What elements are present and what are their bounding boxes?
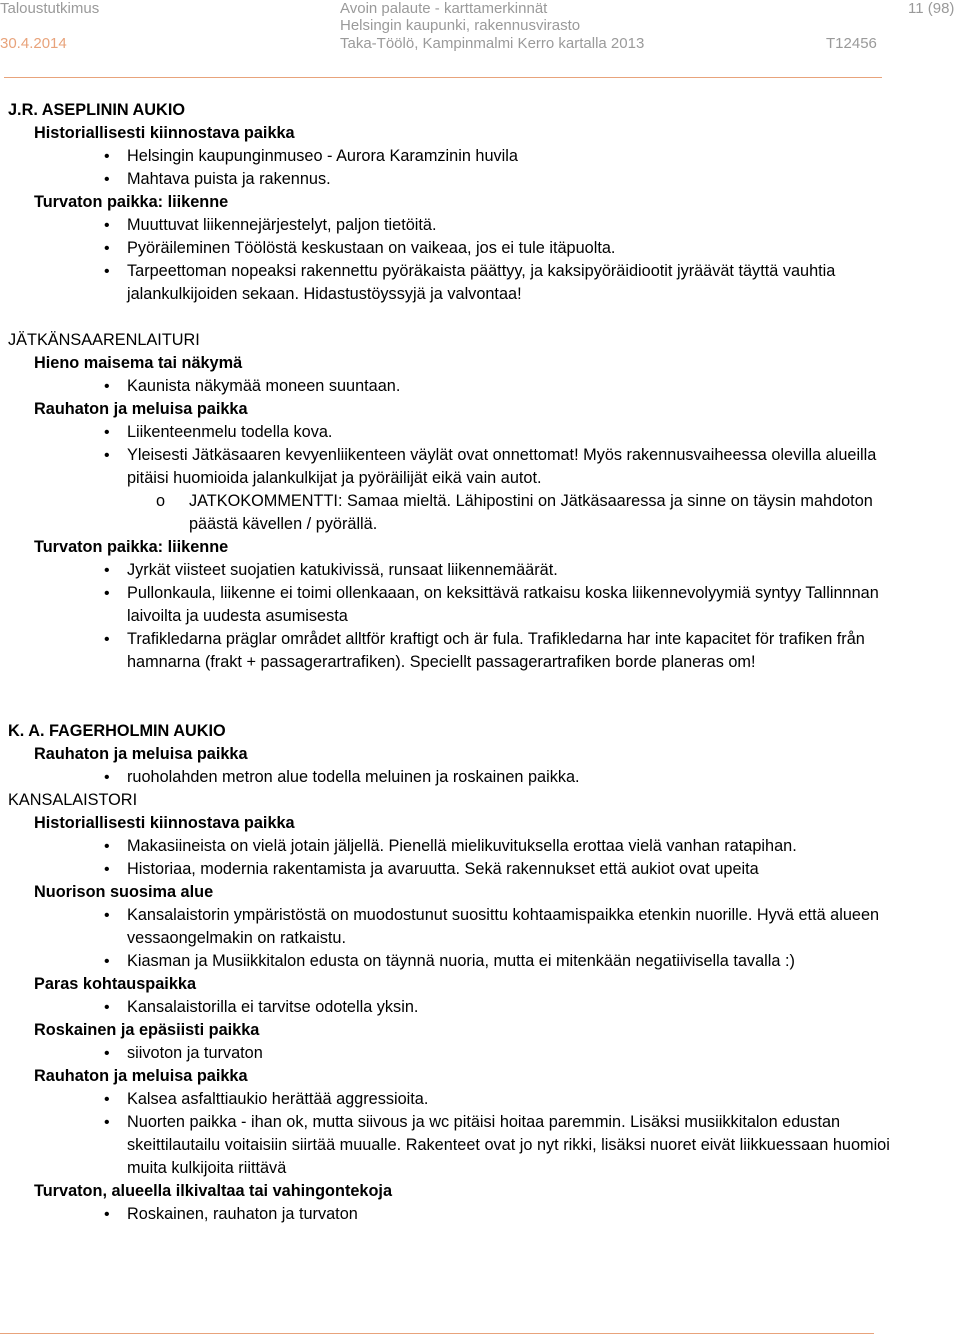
category-heading: Turvaton paikka: liikenne: [34, 538, 229, 556]
list-item: • Jyrkät viisteet suojatien katukivissä, runsaat liikennemäärät.: [8, 559, 918, 582]
list-item: • Trafikledarna präglar området alltför kraftigt och är fula. Trafikledarna har inte kapacitet för trafiken från hamnarna (frakt + passagerartrafiken). Speciellt passagerartrafiken borde planeras om!: [8, 628, 918, 674]
bullet-list: [8, 996, 918, 1019]
category-heading: Rauhaton ja meluisa paikka: [34, 400, 248, 418]
section-title: K. A. FAGERHOLMIN AUKIO: [8, 722, 226, 740]
list-item: • Makasiineista on vielä jotain jäljellä. Pienellä mielikuvituksella erottaa vielä vanhan ratapihan.: [8, 835, 918, 858]
section-title: J.R. ASEPLININ AUKIO: [8, 101, 186, 119]
section-kansalaistori: [8, 789, 918, 1226]
list-item: • Yleisesti Jätkäsaaren kevyenliikenteen väylät ovat onnettomat! Myös rakennusvaiheessa olevilla alueilla pitäisi huomioida jalankulkijat ja pyöräilijät eikä vain autot.: [8, 444, 918, 490]
header-company: Taloustutkimus: [0, 0, 100, 17]
list-item: • ruoholahden metron alue todella meluinen ja roskainen paikka.: [8, 766, 918, 789]
category-heading: Rauhaton ja meluisa paikka: [34, 1067, 248, 1085]
list-item: • Kansalaistorilla ei tarvitse odotella yksin.: [8, 996, 918, 1019]
header-date: 30.4.2014: [0, 35, 67, 52]
bullet-list: [8, 1088, 918, 1180]
list-item: • Kiasman ja Musiikkitalon edusta on täynnä nuoria, mutta ei mitenkään negatiivisella tavalla :): [8, 950, 918, 973]
bullet-list: [8, 1042, 918, 1065]
bullet-list: [8, 904, 918, 973]
list-item: • Mahtava puista ja rakennus.: [8, 168, 918, 191]
bullet-list: [8, 214, 918, 306]
header-page-number: 11 (98): [908, 0, 955, 17]
category-heading: Historiallisesti kiinnostava paikka: [34, 814, 295, 832]
list-item: • Pyöräileminen Töölöstä keskustaan on vaikeaa, jos ei tule itäpuolta.: [8, 237, 918, 260]
bullet-list: [8, 766, 918, 789]
category-heading: Turvaton paikka: liikenne: [34, 193, 229, 211]
section-aseplinin: [8, 99, 918, 306]
page-header: [0, 0, 960, 80]
list-item: • Nuorten paikka - ihan ok, mutta siivous ja wc pitäisi hoitaa paremmin. Lisäksi musiikkitalon edustan skeittilautailu voitaisiin siirtää muualle. Rakenteet ovat jo nyt rikki, lisäksi nuoret eivät liikkuessaan huomioi muita kulkijoita riittävä: [8, 1111, 918, 1180]
category-heading: Rauhaton ja meluisa paikka: [34, 745, 248, 763]
list-item: • Muuttuvat liikennejärjestelyt, paljon tietöitä.: [8, 214, 918, 237]
bullet-list: [8, 559, 918, 674]
bullet-list: [8, 421, 918, 536]
category-heading: Hieno maisema tai näkymä: [34, 354, 243, 372]
list-item: • siivoton ja turvaton: [8, 1042, 918, 1065]
sub-list-item: o JATKOKOMMENTTI: Samaa mieltä. Lähipostini on Jätkäsaaressa ja sinne on täysin mahdoton päästä kävellen / pyörällä.: [8, 490, 918, 536]
document-body: [8, 99, 918, 1226]
header-client: Helsingin kaupunki, rakennusvirasto: [340, 17, 581, 34]
footer-divider: [0, 1333, 874, 1334]
list-item: • Historiaa, modernia rakentamista ja avaruutta. Sekä rakennukset että aukiot ovat upeita: [8, 858, 918, 881]
bullet-list: [8, 835, 918, 881]
list-item: • Pullonkaula, liikenne ei toimi ollenkaaan, on keksittävä ratkaisu koska liikennevolyymiä syntyy Tallinnnan laivoilta ja uudesta asumisesta: [8, 582, 918, 628]
list-item: • Roskainen, rauhaton ja turvaton: [8, 1203, 918, 1226]
category-heading: Paras kohtauspaikka: [34, 975, 196, 993]
list-item: • Helsingin kaupunginmuseo - Aurora Karamzinin huvila: [8, 145, 918, 168]
section-title: KANSALAISTORI: [8, 791, 138, 809]
section-fagerholmin: [8, 720, 918, 789]
bullet-list: [8, 145, 918, 191]
section-jatkansaarenlaituri: [8, 329, 918, 674]
header-divider: [4, 77, 882, 78]
bullet-list: [8, 1203, 918, 1226]
list-item: • Kansalaistorin ympäristöstä on muodostunut suosittu kohtaamispaikka etenkin nuorille. Hyvä että alueen vessaongelmakin on ratkaistu.: [8, 904, 918, 950]
header-report-title: Avoin palaute - karttamerkinnät: [340, 0, 548, 17]
category-heading: Historiallisesti kiinnostava paikka: [34, 124, 295, 142]
section-title: JÄTKÄNSAARENLAITURI: [8, 331, 200, 349]
list-item: • Liikenteenmelu todella kova.: [8, 421, 918, 444]
category-heading: Turvaton, alueella ilkivaltaa tai vahingontekoja: [34, 1182, 392, 1200]
list-item: • Kalsea asfalttiaukio herättää aggressioita.: [8, 1088, 918, 1111]
header-code: T12456: [826, 35, 877, 52]
bullet-list: [8, 375, 918, 398]
header-project: Taka-Töölö, Kampinmalmi Kerro kartalla 2013: [340, 35, 645, 52]
category-heading: Nuorison suosima alue: [34, 883, 214, 901]
list-item: • Tarpeettoman nopeaksi rakennettu pyöräkaista päättyy, ja kaksipyöräidiootit jyräävät täyttä vauhtia jalankulkijoiden sekaan. Hidastustöyssyjä ja valvontaa!: [8, 260, 918, 306]
list-item: • Kaunista näkymää moneen suuntaan.: [8, 375, 918, 398]
category-heading: Roskainen ja epäsiisti paikka: [34, 1021, 260, 1039]
